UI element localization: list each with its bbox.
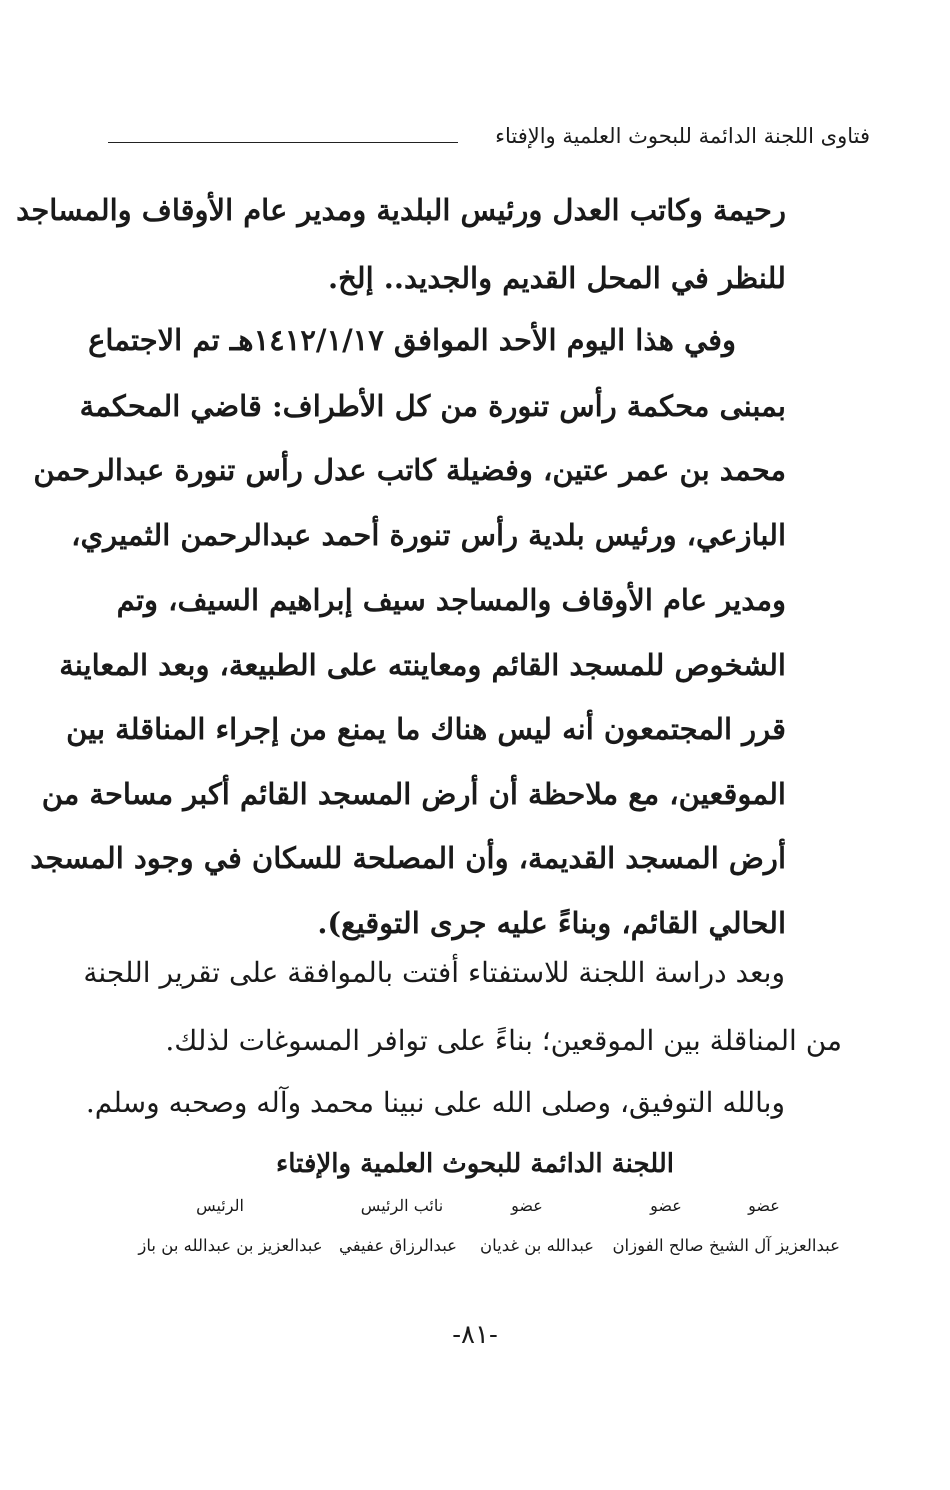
report-line-6: البازعي، ورئيس بلدية رأس تنورة أحمد عبدالرحمن الثميري، [71,518,786,552]
fatwa-line-2: من المناقلة بين الموقعين؛ بناءً على توافر المسوغات لذلك. [165,1024,842,1057]
name-chairman: عبدالعزيز بن عبدالله بن باز [138,1236,323,1255]
name-member-2: صالح الفوزان [612,1236,704,1255]
report-line-12: الحالي القائم، وبناءً عليه جرى التوقيع). [317,906,786,940]
committee-title: اللجنة الدائمة للبحوث العلمية والإفتاء [276,1149,674,1179]
name-member-3: عبدالله بن غديان [479,1236,595,1255]
report-line-1: رحيمة وكاتب العدل ورئيس البلدية ومدير عام الأوقاف والمساجد [16,193,786,227]
report-line-10: الموقعين، مع ملاحظة أن أرض المسجد القائم أكبر مساحة من [41,777,786,811]
name-deputy-chairman: عبدالرزاق عفيفي [338,1236,458,1255]
role-member-1: عضو [748,1196,780,1215]
report-line-4: بمبنى محكمة رأس تنورة من كل الأطراف: قاضي المحكمة [79,389,786,423]
report-line-2: للنظر في المحل القديم والجديد.. إلخ. [327,261,786,295]
role-member-3: عضو [511,1196,543,1215]
closing-line: وبالله التوفيق، وصلى الله على نبينا محمد وآله وصحبه وسلم. [85,1086,785,1119]
report-line-5: محمد بن عمر عتين، وفضيلة كاتب عدل رأس تنورة عبدالرحمن [33,453,786,487]
running-header [108,118,870,158]
fatwa-line-1: وبعد دراسة اللجنة للاستفتاء أفتت بالموافقة على تقرير اللجنة [83,956,785,989]
report-line-7: ومدير عام الأوقاف والمساجد سيف إبراهيم السيف، وتم [116,583,786,617]
role-member-2: عضو [650,1196,682,1215]
name-member-1: عبدالعزيز آل الشيخ [709,1236,840,1255]
page-number: -٨١- [452,1320,498,1350]
report-line-8: الشخوص للمسجد القائم ومعاينته على الطبيعة، وبعد المعاينة [59,648,786,682]
report-line-3: وفي هذا اليوم الأحد الموافق ١٤١٢/١/١٧هـ تم الاجتماع [88,323,736,357]
header-rule [108,142,458,143]
role-deputy-chairman: نائب الرئيس [360,1196,444,1215]
running-header-title: فتاوى اللجنة الدائمة للبحوث العلمية والإفتاء [495,124,870,148]
role-chairman: الرئيس [196,1196,244,1215]
report-line-11: أرض المسجد القديمة، وأن المصلحة للسكان في وجود المسجد [30,841,786,875]
report-line-9: قرر المجتمعون أنه ليس هناك ما يمنع من إجراء المناقلة بين [66,712,786,746]
